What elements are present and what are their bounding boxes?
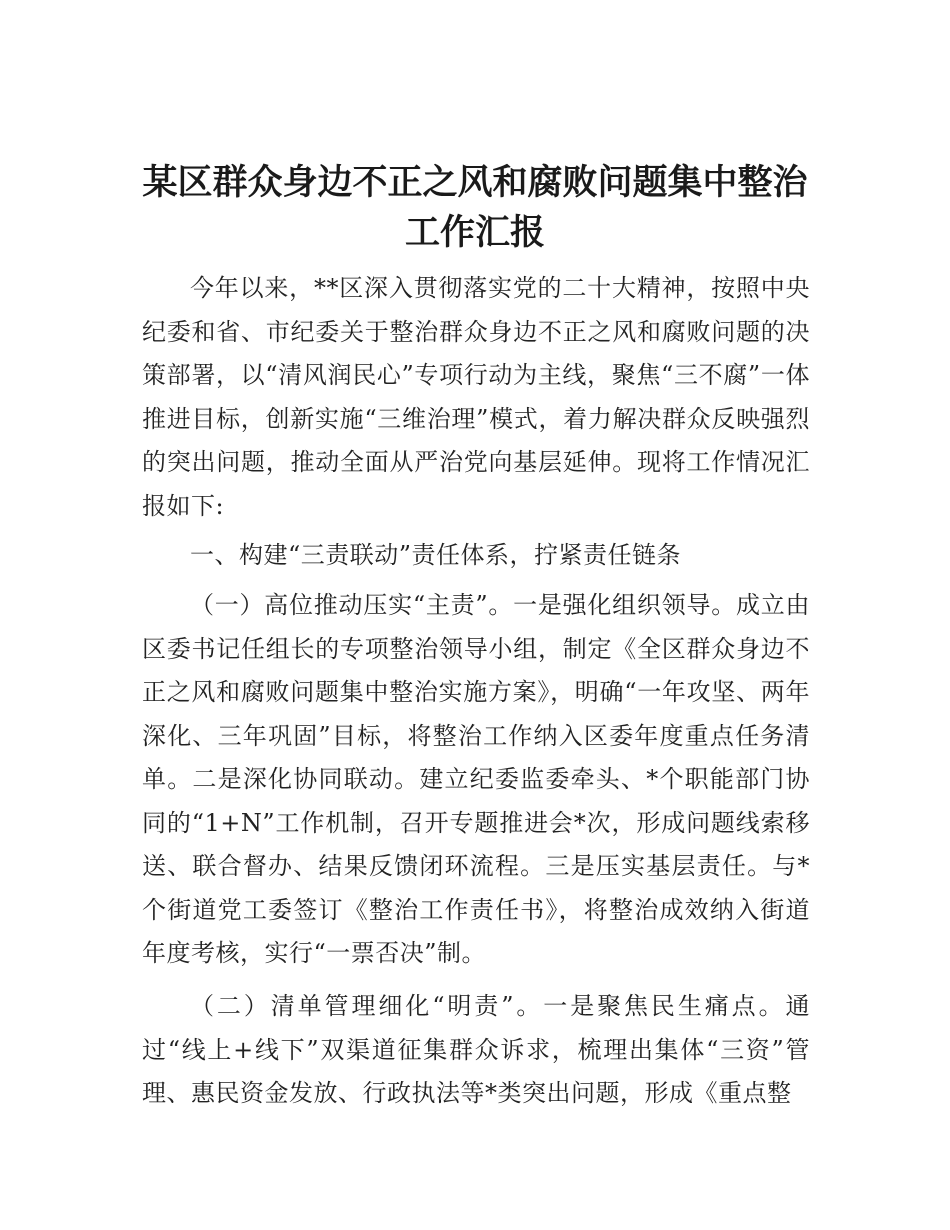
section-heading-1: 一、构建“三责联动”责任体系，拧紧责任链条: [190, 541, 682, 569]
subsection-1-paragraph: （一）高位推动压实“主责”。一是强化组织领导。成立由区委书记任组长的专项整治领导小组，制定《全区群众身边不正之风和腐败问题集中整治实施方案》，明确“一年攻坚、两年深化、三年巩固”目标，将整治工作纳入区委年度重点任务清单。二是深化协同联动。建立纪委监委牵头、*个职能部门协同的“1+N”工作机制，召开专题推进会*次，形成问题线索移送、联合督办、结果反馈闭环流程。三是压实基层责任。与*个街道党工委签订《整治工作责任书》，将整治成效纳入街道年度考核，实行“一票否决”制。: [142, 591, 810, 967]
subsection-2-block: [142, 985, 810, 1116]
document-title: 某区群众身边不正之风和腐败问题集中整治工作汇报: [142, 163, 808, 253]
subsection-1-block: [142, 584, 810, 976]
section-heading-block: [142, 534, 810, 578]
subsection-2-paragraph: （二）清单管理细化“明责”。一是聚焦民生痛点。通过“线上+线下”双渠道征集群众诉求，梳理出集体“三资”管理、惠民资金发放、行政执法等*类突出问题，形成《重点整: [142, 992, 810, 1107]
intro-paragraph: 今年以来，**区深入贯彻落实党的二十大精神，按照中央纪委和省、市纪委关于整治群众身边不正之风和腐败问题的决策部署，以“清风润民心”专项行动为主线，聚焦“三不腐”一体推进目标，创新实施“三维治理”模式，着力解决群众反映强烈的突出问题，推动全面从严治党向基层延伸。现将工作情况汇报如下:: [142, 274, 810, 520]
intro-paragraph-block: [142, 267, 810, 528]
